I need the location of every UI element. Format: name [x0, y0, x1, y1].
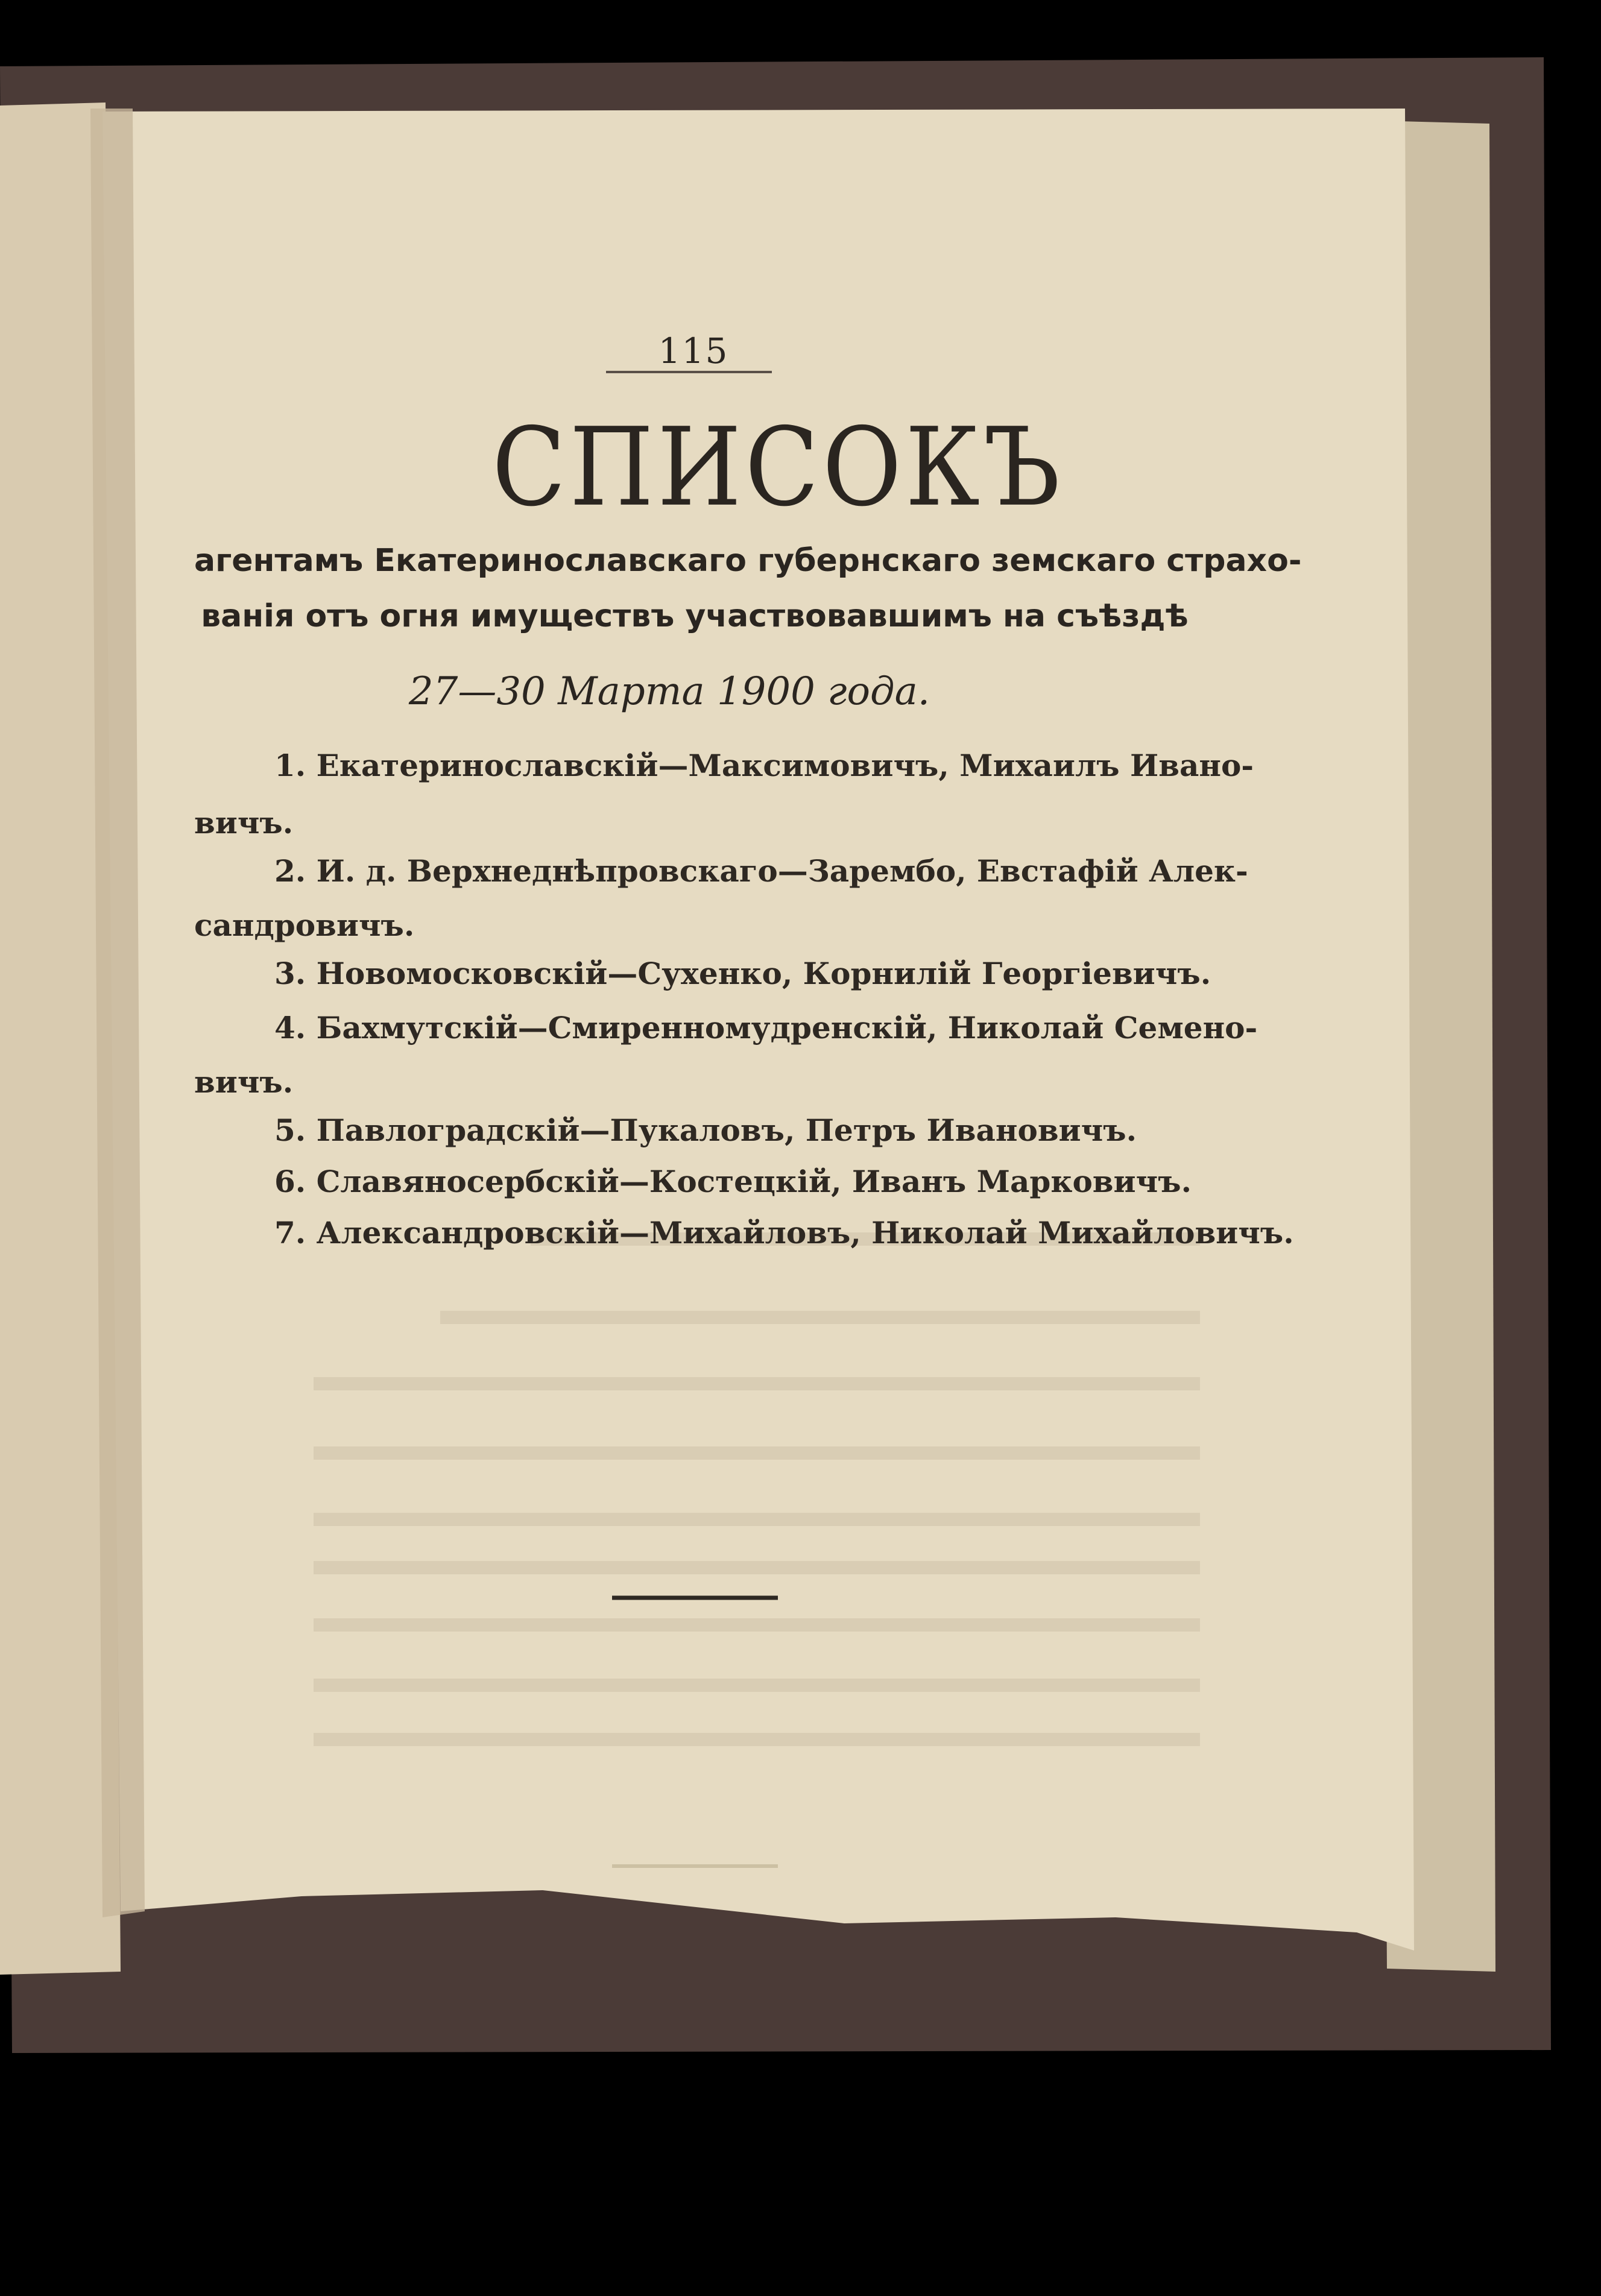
list-item-3: 3. Новомосковскій—Сухенко, Корнилій Георгіевичъ.	[274, 956, 1211, 991]
page-title: СПИСОКЪ	[491, 404, 1064, 531]
list-item-2: 2. И. д. Верхнеднѣпровскаго—Зарембо, Евстафій Алек-	[274, 853, 1248, 889]
subtitle-line-2: ванія отъ огня имуществъ участвовавшимъ на съѣздѣ	[201, 598, 1189, 634]
list-item-5: 5. Павлоградскій—Пукаловъ, Петръ Ивановичъ.	[274, 1112, 1137, 1148]
list-item-7: 7. Александровскій—Михайловъ, Николай Михайловичъ.	[274, 1215, 1294, 1250]
list-item-6: 6. Славяносербскій—Костецкій, Иванъ Марковичъ.	[274, 1164, 1192, 1199]
page-number: 115	[658, 330, 729, 371]
list-item-2-continuation: сандровичъ.	[194, 907, 415, 943]
list-item-4-continuation: вичъ.	[194, 1064, 294, 1100]
list-item-1: 1. Екатеринославскій—Максимовичъ, Михаилъ Ивано-	[274, 748, 1254, 783]
subtitle-line-1: агентамъ Екатеринославскаго губернскаго земскаго страхо-	[194, 543, 1302, 579]
list-item-1-continuation: вичъ.	[194, 805, 294, 840]
list-item-4: 4. Бахмутскій—Смиренномудренскій, Николай Семено-	[274, 1010, 1258, 1046]
date-line: 27—30 Марта 1900 года.	[408, 669, 930, 714]
